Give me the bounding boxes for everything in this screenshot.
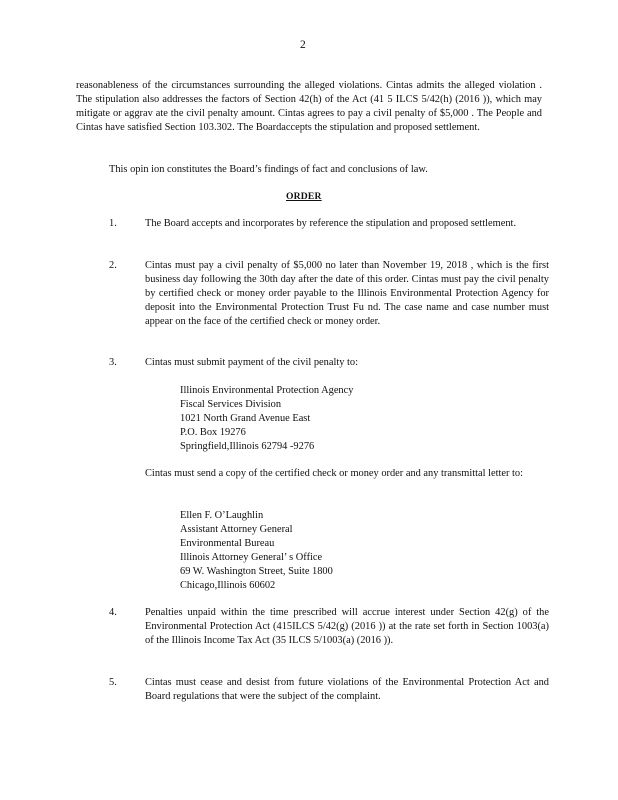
item-number: 5. bbox=[109, 677, 117, 688]
intro-paragraph: reasonableness of the circumstances surrounding the alleged violations. Cintas admits the alleged violation . The stipulation also addresses the factors of Section 42(h) of the Act (41 5 ILCS 5/42(h) (2016 )), which may mitigate or aggrav ate the civil penalty amount. Cintas agrees to pay a civil penalty of $5,000 . The People and Cintas have satisfied Section 103.302. The Boardaccepts the stipulation and proposed settlement. bbox=[76, 80, 542, 133]
item-number: 1. bbox=[109, 218, 117, 229]
address-line: Environmental Bureau bbox=[180, 538, 275, 549]
item-text: Cintas must submit payment of the civil penalty to: bbox=[145, 357, 358, 368]
findings-statement: This opin ion constitutes the Board’s findings of fact and conclusions of law. bbox=[109, 164, 428, 175]
page-number: 2 bbox=[300, 39, 306, 51]
address-line: Ellen F. O’Laughlin bbox=[180, 510, 264, 521]
item-text: Cintas must pay a civil penalty of $5,000 no later than November 19, 2018 , which is the first business day following the 30th day after the date of this order. Cintas must pay the civil penalty by certified check or money order payable to the Illinois Environmental Protection Agency for deposit into the Environmental Protection Trust Fu nd. The case name and case number must appear on the face of the certified check or money order. bbox=[145, 260, 549, 327]
address-line: 69 W. Washington Street, Suite 1800 bbox=[180, 566, 333, 577]
item-number: 3. bbox=[109, 357, 117, 368]
address-line: Illinois Attorney General’ s Office bbox=[180, 552, 323, 563]
order-heading: ORDER bbox=[286, 191, 322, 202]
item-number: 2. bbox=[109, 260, 117, 271]
address-line: Illinois Environmental Protection Agency bbox=[180, 385, 354, 396]
payment-address bbox=[180, 384, 440, 454]
address-line: 1021 North Grand Avenue East bbox=[180, 413, 311, 424]
item-text: Penalties unpaid within the time prescribed will accrue interest under Section 42(g) of the Environmental Protection Act (415ILCS 5/42(g) (2016 )) at the rate set forth in Section 1003(a) of the Illinois Income Tax Act (35 ILCS 5/1003(a) (2016 )). bbox=[145, 607, 549, 646]
item-text: The Board accepts and incorporates by reference the stipulation and proposed settlement. bbox=[145, 218, 517, 229]
address-line: Chicago,Illinois 60602 bbox=[180, 580, 276, 591]
address-line: Springfield,Illinois 62794 -9276 bbox=[180, 441, 315, 452]
transmittal-instruction: Cintas must send a copy of the certified check or money order and any transmittal letter to: bbox=[145, 468, 523, 479]
item-number: 4. bbox=[109, 607, 117, 618]
transmittal-address bbox=[180, 509, 440, 593]
item-text: Cintas must cease and desist from future violations of the Environmental Protection Act and Board regulations that were the subject of the complaint. bbox=[145, 677, 549, 702]
address-line: Fiscal Services Division bbox=[180, 399, 282, 410]
address-line: P.O. Box 19276 bbox=[180, 427, 246, 438]
address-line: Assistant Attorney General bbox=[180, 524, 293, 535]
